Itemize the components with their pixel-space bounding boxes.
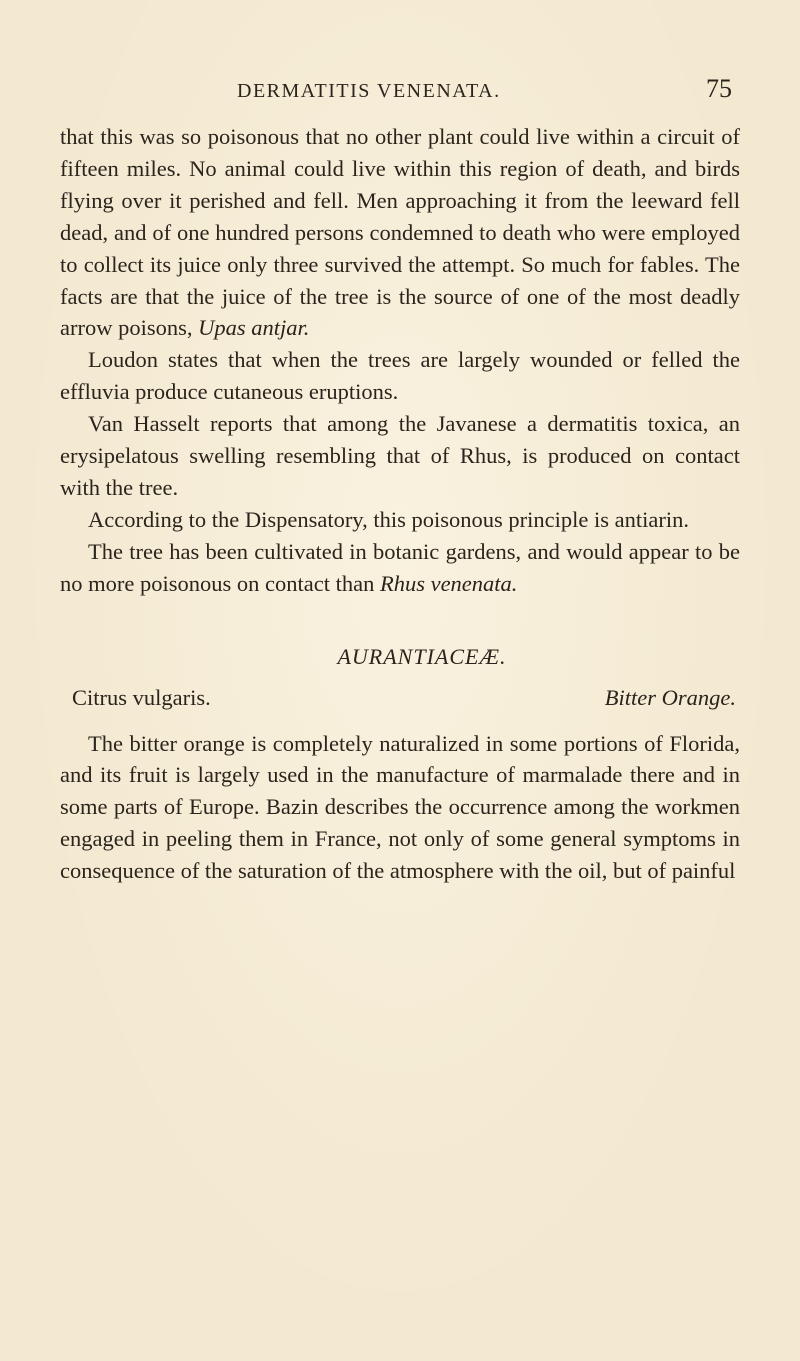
paragraph-bitter-orange <box>60 728 740 888</box>
running-head <box>60 74 740 114</box>
section-heading: AURANTIACEÆ. <box>337 643 507 669</box>
paragraph-text: Loudon states that when the trees are largely wounded or felled the effluvia produce cutaneous eruptions. <box>60 347 740 405</box>
running-title: DERMATITIS VENENATA. <box>237 80 501 102</box>
paragraph-dispensatory <box>60 504 740 536</box>
species-line <box>60 682 740 714</box>
italic-term-rhus-venenata: Rhus venenata. <box>379 570 518 596</box>
paragraph-loudon <box>60 344 740 408</box>
paragraph-text: According to the Dispensatory, this poisonous principle is antiarin. <box>88 506 689 532</box>
body-text <box>60 121 740 887</box>
page-number: 75 <box>706 74 732 103</box>
paragraph-upas-fable <box>60 121 740 344</box>
paragraph-text: The tree has been cultivated in botanic gardens, and would appear to be no more poisonous on contact than <box>60 538 740 596</box>
paragraph-text: The bitter orange is completely naturalized in some portions of Florida, and its fruit is largely used in the manufacture of marmalade there and in some parts of Europe. Bazin describes the occurrence among the workmen engaged in peeling them in France, not only of some general symptoms in consequence of the saturation of the atmosphere with the oil, but of painful <box>60 730 740 884</box>
paragraph-text: that this was so poisonous that no other plant could live within a circuit of fifteen miles. No animal could live within this region of death, and birds flying over it perished and fell. Men approaching it from the leeward fell dead, and of one hundred persons condemned to death who were employed to collect its juice only three survived the attempt. So much for fables. The facts are that the juice of the tree is the source of one of the most deadly arrow poisons, <box>60 124 740 341</box>
italic-term-upas-antjar: Upas antjar. <box>198 315 310 341</box>
species-name: Citrus vulgaris. <box>72 684 211 710</box>
paragraph-van-hasselt <box>60 408 740 504</box>
paragraph-text: Van Hasselt reports that among the Javanese a dermatitis toxica, an erysipelatous swelling resembling that of Rhus, is produced on contact with the tree. <box>60 411 740 500</box>
common-name: Bitter Orange. <box>604 684 736 710</box>
paragraph-botanic-gardens <box>60 536 740 600</box>
